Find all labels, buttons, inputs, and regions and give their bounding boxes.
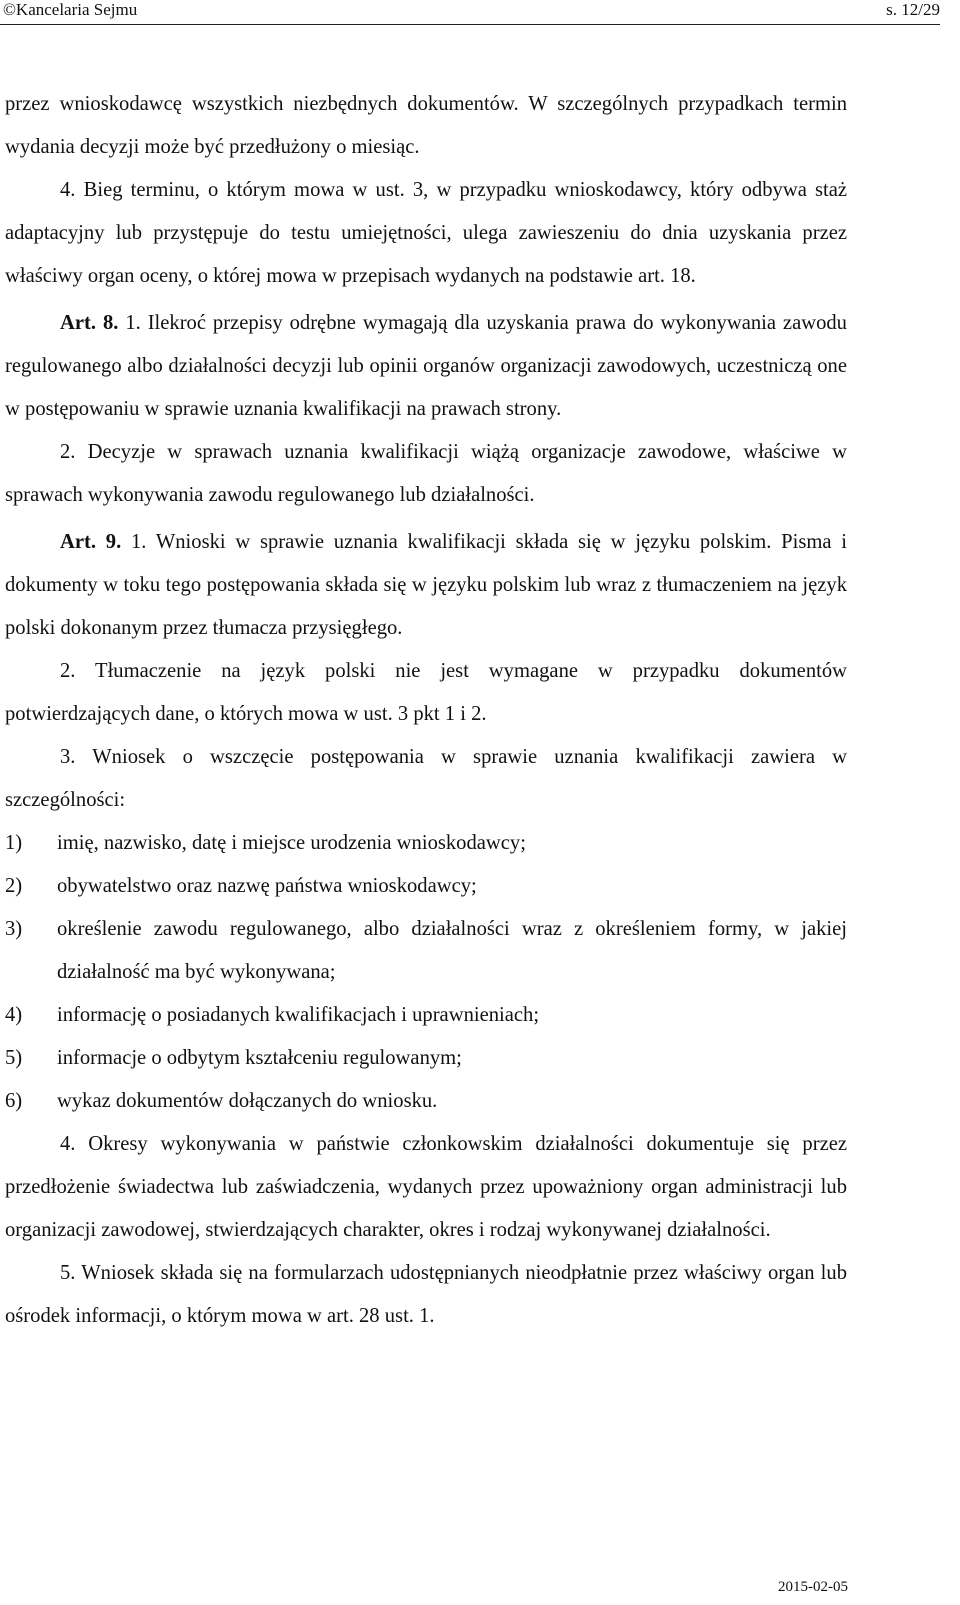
- list-item-text: informacje o odbytym kształceniu regulowanym;: [57, 1047, 462, 1069]
- list-item-number: 2): [5, 875, 23, 897]
- paragraph-continuation: przez wnioskodawcę wszystkich niezbędnych dokumentów. W szczególnych przypadkach termin wydania decyzji może być przedłużony o miesiąc.: [5, 93, 847, 158]
- list-item-number: 6): [5, 1090, 23, 1112]
- list-item-text: informację o posiadanych kwalifikacjach i uprawnieniach;: [57, 1004, 540, 1026]
- article-9-ust-2: [5, 650, 847, 736]
- article-9-ust-3: [5, 736, 847, 822]
- page-number: s. 12/29: [886, 0, 940, 19]
- paragraph-ust-4: [5, 169, 847, 298]
- list-item: [5, 994, 847, 1037]
- ust-number: 2.: [60, 441, 76, 463]
- article-label: Art. 9.: [60, 531, 122, 553]
- ust-text: Ilekroć przepisy odrębne wymagają dla uzyskania prawa do wykonywania zawodu regulowanego albo działalności decyzji lub opinii organów organizacji zawodowych, uczestniczą one w postępowaniu w sprawie uznania kwalifikacji na prawach strony.: [5, 312, 847, 420]
- ust-text: Wnioski w sprawie uznania kwalifikacji składa się w języku polskim. Pisma i dokumenty w toku tego postępowania składa się w języku polskim lub wraz z tłumaczeniem na język polski dokonanym przez tłumacza przysięgłego.: [5, 531, 847, 639]
- list-item: [5, 1037, 847, 1080]
- list-item-text: imię, nazwisko, datę i miejsce urodzenia wnioskodawcy;: [57, 832, 526, 854]
- page-header: [0, 0, 940, 25]
- list-item: [5, 908, 847, 994]
- article-label: Art. 8.: [60, 312, 119, 334]
- copyright-label: ©Kancelaria Sejmu: [3, 0, 138, 19]
- ust-number: 4.: [60, 1133, 76, 1155]
- list-item: [5, 865, 847, 908]
- ust-number: 1.: [125, 312, 141, 334]
- article-9-ust-1: [5, 521, 847, 650]
- list-item: [5, 1080, 847, 1123]
- ust-text: Bieg terminu, o którym mowa w ust. 3, w przypadku wnioskodawcy, który odbywa staż adaptacyjny lub przystępuje do testu umiejętności, ulega zawieszeniu do dnia uzyskania przez właściwy organ oceny, o której mowa w przepisach wydanych na podstawie art. 18.: [5, 179, 847, 287]
- ust-number: 1.: [130, 531, 147, 553]
- ust-text: Wniosek składa się na formularzach udostępnianych nieodpłatnie przez właściwy organ lub ośrodek informacji, o którym mowa w art. 28 ust. 1.: [5, 1262, 847, 1327]
- list-item-number: 1): [5, 832, 23, 854]
- ust-text: Tłumaczenie na język polski nie jest wymagane w przypadku dokumentów potwierdzających dane, o których mowa w ust. 3 pkt 1 i 2.: [5, 660, 848, 725]
- ust-number: 2.: [60, 660, 76, 682]
- ust-number: 5.: [60, 1262, 76, 1284]
- ust-number: 4.: [60, 179, 76, 201]
- list-item-number: 5): [5, 1047, 23, 1069]
- ust-number: 3.: [60, 746, 76, 768]
- list-item-text: wykaz dokumentów dołączanych do wniosku.: [57, 1090, 438, 1112]
- ust-text: Wniosek o wszczęcie postępowania w sprawie uznania kwalifikacji zawiera w szczególności:: [5, 746, 847, 811]
- ust-text: Okresy wykonywania w państwie członkowskim działalności dokumentuje się przez przedłożenie świadectwa lub zaświadczenia, wydanych przez upoważniony organ administracji lub organizacji zawodowej, stwierdzających charakter, okres i rodzaj wykonywanej działalności.: [5, 1133, 847, 1241]
- document-body: [5, 83, 847, 1338]
- list-item-text: obywatelstwo oraz nazwę państwa wnioskodawcy;: [57, 875, 477, 897]
- ust-text: Decyzje w sprawach uznania kwalifikacji wiążą organizacje zawodowe, właściwe w sprawach wykonywania zawodu regulowanego lub działalności.: [5, 441, 847, 506]
- list-item-number: 4): [5, 1004, 23, 1026]
- footer-date: 2015-02-05: [778, 1579, 848, 1595]
- article-8-ust-2: [5, 431, 847, 517]
- list-item: [5, 822, 847, 865]
- list-item-text: określenie zawodu regulowanego, albo działalności wraz z określeniem formy, w jakiej działalność ma być wykonywana;: [57, 918, 847, 983]
- list-item-number: 3): [5, 918, 23, 940]
- article-9-ust-4: [5, 1123, 847, 1252]
- article-9-ust-5: [5, 1252, 847, 1338]
- article-8-ust-1: [5, 302, 847, 431]
